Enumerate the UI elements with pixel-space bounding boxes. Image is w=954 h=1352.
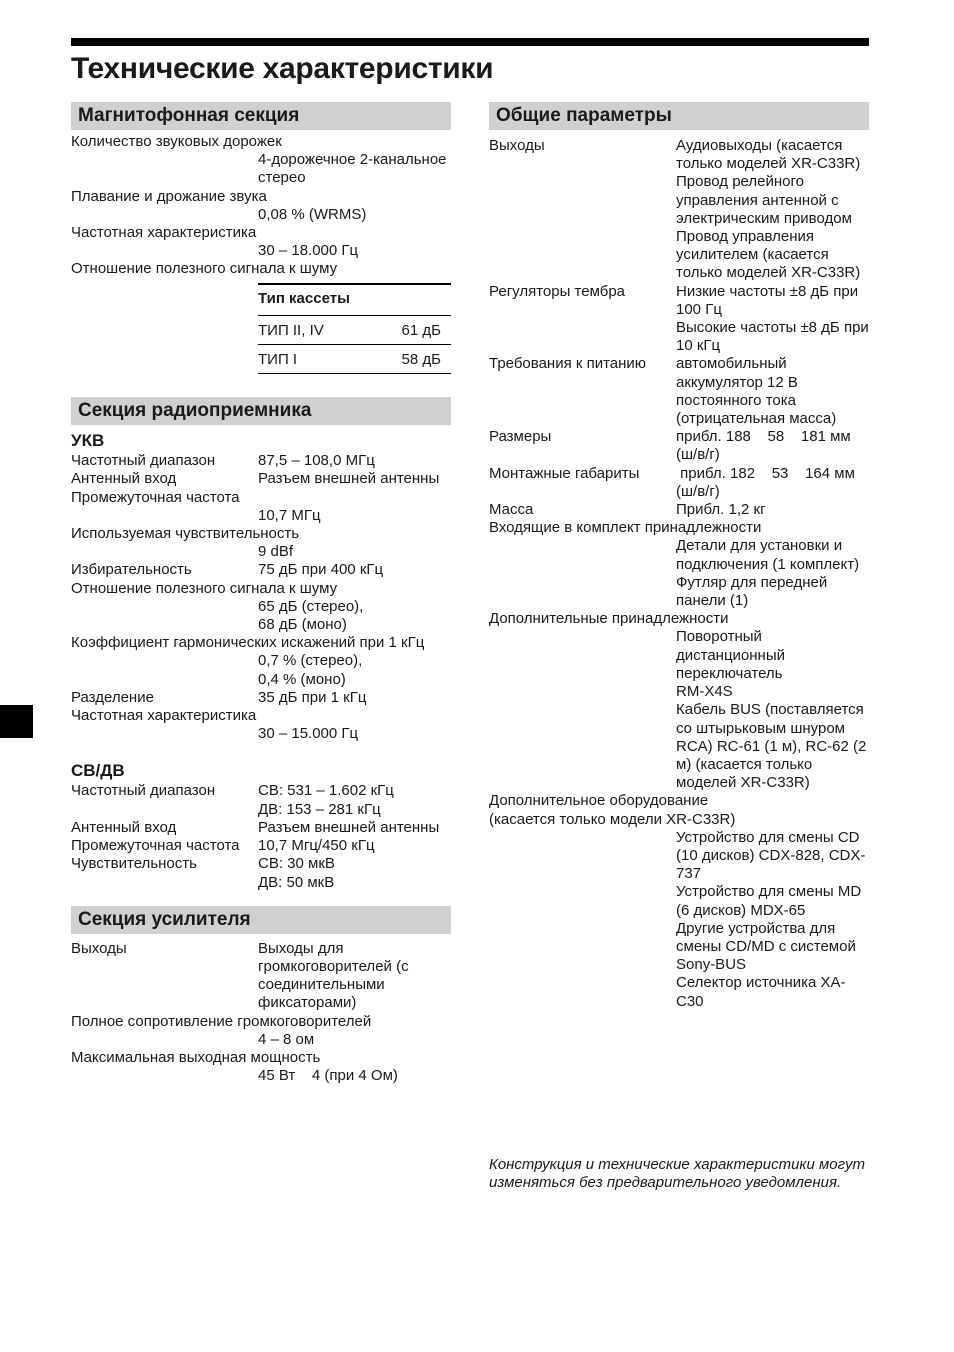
spec-value: 9 dBf [258, 543, 294, 561]
spec-label: Размеры [489, 428, 552, 446]
table-cell-type: ТИП I [258, 345, 368, 374]
cassette-snr-table [258, 283, 451, 375]
spec-label: Антенный вход [71, 470, 177, 488]
spec-value: 0,7 % (стерео), [258, 652, 363, 670]
right-column [489, 102, 869, 1011]
spec-label: Разделение [71, 688, 154, 706]
spec-label: Чувствительность [71, 855, 197, 873]
tape-section [71, 102, 451, 374]
radio-section [71, 397, 451, 891]
spec-value: 30 – 15.000 Гц [258, 725, 359, 743]
tape-section-heading: Магнитофонная секция [71, 102, 451, 130]
general-section [489, 102, 869, 1011]
table-cell-value: 61 дБ [368, 315, 451, 344]
left-column [71, 102, 451, 1085]
disclaimer-note: Конструкция и технические характеристики могут изменяться без предварительного уведомления. [489, 1156, 866, 1192]
spec-value: Селектор источника XA-C30 [676, 974, 846, 1010]
spec-label: Коэффициент гармонических искажений при 1 кГц [71, 634, 425, 652]
spec-label: Отношение полезного сигнала к шуму [71, 260, 338, 278]
spec-label: Частотный диапазон [71, 452, 216, 470]
spec-value: Провод релейного управления антенной с электрическим приводом [676, 173, 852, 227]
spec-label: Плавание и дрожание звука [71, 187, 267, 205]
spec-label: Промежуточная частота [71, 488, 240, 506]
spec-value: Низкие частоты ±8 дБ при 100 Гц [676, 282, 859, 318]
spec-label: Дополнительное оборудование [489, 792, 709, 810]
spec-label: Полное сопротивление громкоговорителей [71, 1012, 372, 1030]
table-row [258, 345, 451, 374]
spec-label: Входящие в комплект принадлежности [489, 519, 762, 537]
spec-value: Провод управления усилителем (касается только моделей XR-C33R) [676, 228, 861, 282]
spec-value: СВ: 531 – 1.602 кГц [258, 782, 394, 800]
spec-value: Разъем внешней антенны [258, 818, 440, 836]
spec-value: 68 дБ (моно) [258, 616, 347, 634]
spec-value: 30 – 18.000 Гц [258, 242, 359, 260]
spec-value: Устройство для смены CD (10 дисков) CDX-828, CDX-737 [676, 828, 866, 883]
spec-value: Устройство для смены MD (6 дисков) MDX-65 [676, 883, 862, 919]
spec-value: 10,7 МГц [258, 506, 321, 524]
spec-value: Кабель BUS (поставляется со штырьковым шнуром RCA) RC-61 (1 м), RC-62 (2 м) (касается только моделей XR-C33R) [676, 701, 867, 792]
spec-label: Максимальная выходная мощность [71, 1048, 321, 1066]
spec-value: 10,7 Мгц/450 кГц [258, 837, 375, 855]
spec-value: ДВ: 153 – 281 кГц [258, 800, 381, 818]
spec-value: Выходы для громкоговорителей (с соединительными фиксаторами) [258, 939, 409, 1012]
spec-value: 87,5 – 108,0 МГц [258, 452, 375, 470]
table-cell-type: ТИП II, IV [258, 315, 368, 344]
spec-value: СВ: 30 мкВ [258, 855, 335, 873]
spec-label: Частотная характеристика [71, 707, 257, 725]
spec-value: Аудиовыходы (касается только моделей XR-C33R) [676, 137, 861, 173]
spec-value: Детали для установки и подключения (1 комплект) [676, 537, 860, 573]
spec-label: Частотная характеристика [71, 224, 257, 242]
spec-label: Количество звуковых дорожек [71, 133, 282, 150]
spec-label: Избирательность [71, 561, 192, 579]
spec-label: Используемая чувствительность [71, 525, 300, 543]
spec-value: ДВ: 50 мкВ [258, 873, 335, 891]
spec-value: Другие устройства для смены CD/MD с системой Sony-BUS [676, 919, 856, 974]
spec-label: Монтажные габариты [489, 464, 640, 482]
spec-label: (касается только модели XR-C33R) [489, 810, 736, 828]
table-row [258, 315, 451, 344]
amp-section-heading: Секция усилителя [71, 906, 451, 934]
section-tab-marker [0, 705, 33, 738]
table-cell-value: 58 дБ [368, 345, 451, 374]
spec-value: автомобильный аккумулятор 12 В постоянного тока (отрицательная масса) [676, 355, 837, 428]
am-subheading: СВ/ДВ [71, 761, 125, 781]
spec-label: Выходы [71, 939, 127, 957]
spec-value: 45 Вт 4 (при 4 Ом) [258, 1067, 398, 1085]
spec-label: Антенный вход [71, 818, 177, 836]
spec-value: 65 дБ (стерео), [258, 597, 364, 615]
spec-value: 4 – 8 ом [258, 1030, 315, 1048]
spec-value: Прибл. 1,2 кг [676, 501, 766, 519]
spec-value: 0,08 % (WRMS) [258, 205, 367, 223]
spec-label: Дополнительные принадлежности [489, 610, 729, 628]
general-section-heading: Общие параметры [489, 102, 869, 130]
spec-label: Частотный диапазон [71, 782, 216, 800]
top-rule [71, 38, 869, 46]
table-header: Тип кассеты [258, 284, 451, 316]
spec-value: 75 дБ при 400 кГц [258, 561, 384, 579]
spec-label: Выходы [489, 137, 545, 154]
spec-value: Футляр для передней панели (1) [676, 573, 828, 610]
spec-label: Масса [489, 501, 534, 519]
spec-value: Поворотный дистанционный переключатель RM-X4S [676, 628, 785, 701]
spec-label: Отношение полезного сигнала к шуму [71, 579, 338, 597]
spec-value: 4-дорожечное 2-канальное стерео [258, 151, 447, 187]
fm-subheading: УКВ [71, 431, 105, 451]
amp-section [71, 906, 451, 1086]
page-title: Технические характеристики [71, 52, 494, 85]
spec-value: Высокие частоты ±8 дБ при 10 кГц [676, 319, 869, 355]
spec-label: Регуляторы тембра [489, 282, 626, 300]
radio-section-heading: Секция радиоприемника [71, 397, 451, 425]
spec-value: Разъем внешней антенны [258, 470, 440, 488]
spec-value: 35 дБ при 1 кГц [258, 688, 367, 706]
spec-value: прибл. 182 53 164 мм (ш/в/г) [676, 464, 860, 500]
spec-value: прибл. 188 58 181 мм (ш/в/г) [676, 428, 855, 464]
spec-value: 0,4 % (моно) [258, 670, 346, 688]
spec-label: Промежуточная частота [71, 837, 240, 855]
spec-label: Требования к питанию [489, 355, 647, 373]
